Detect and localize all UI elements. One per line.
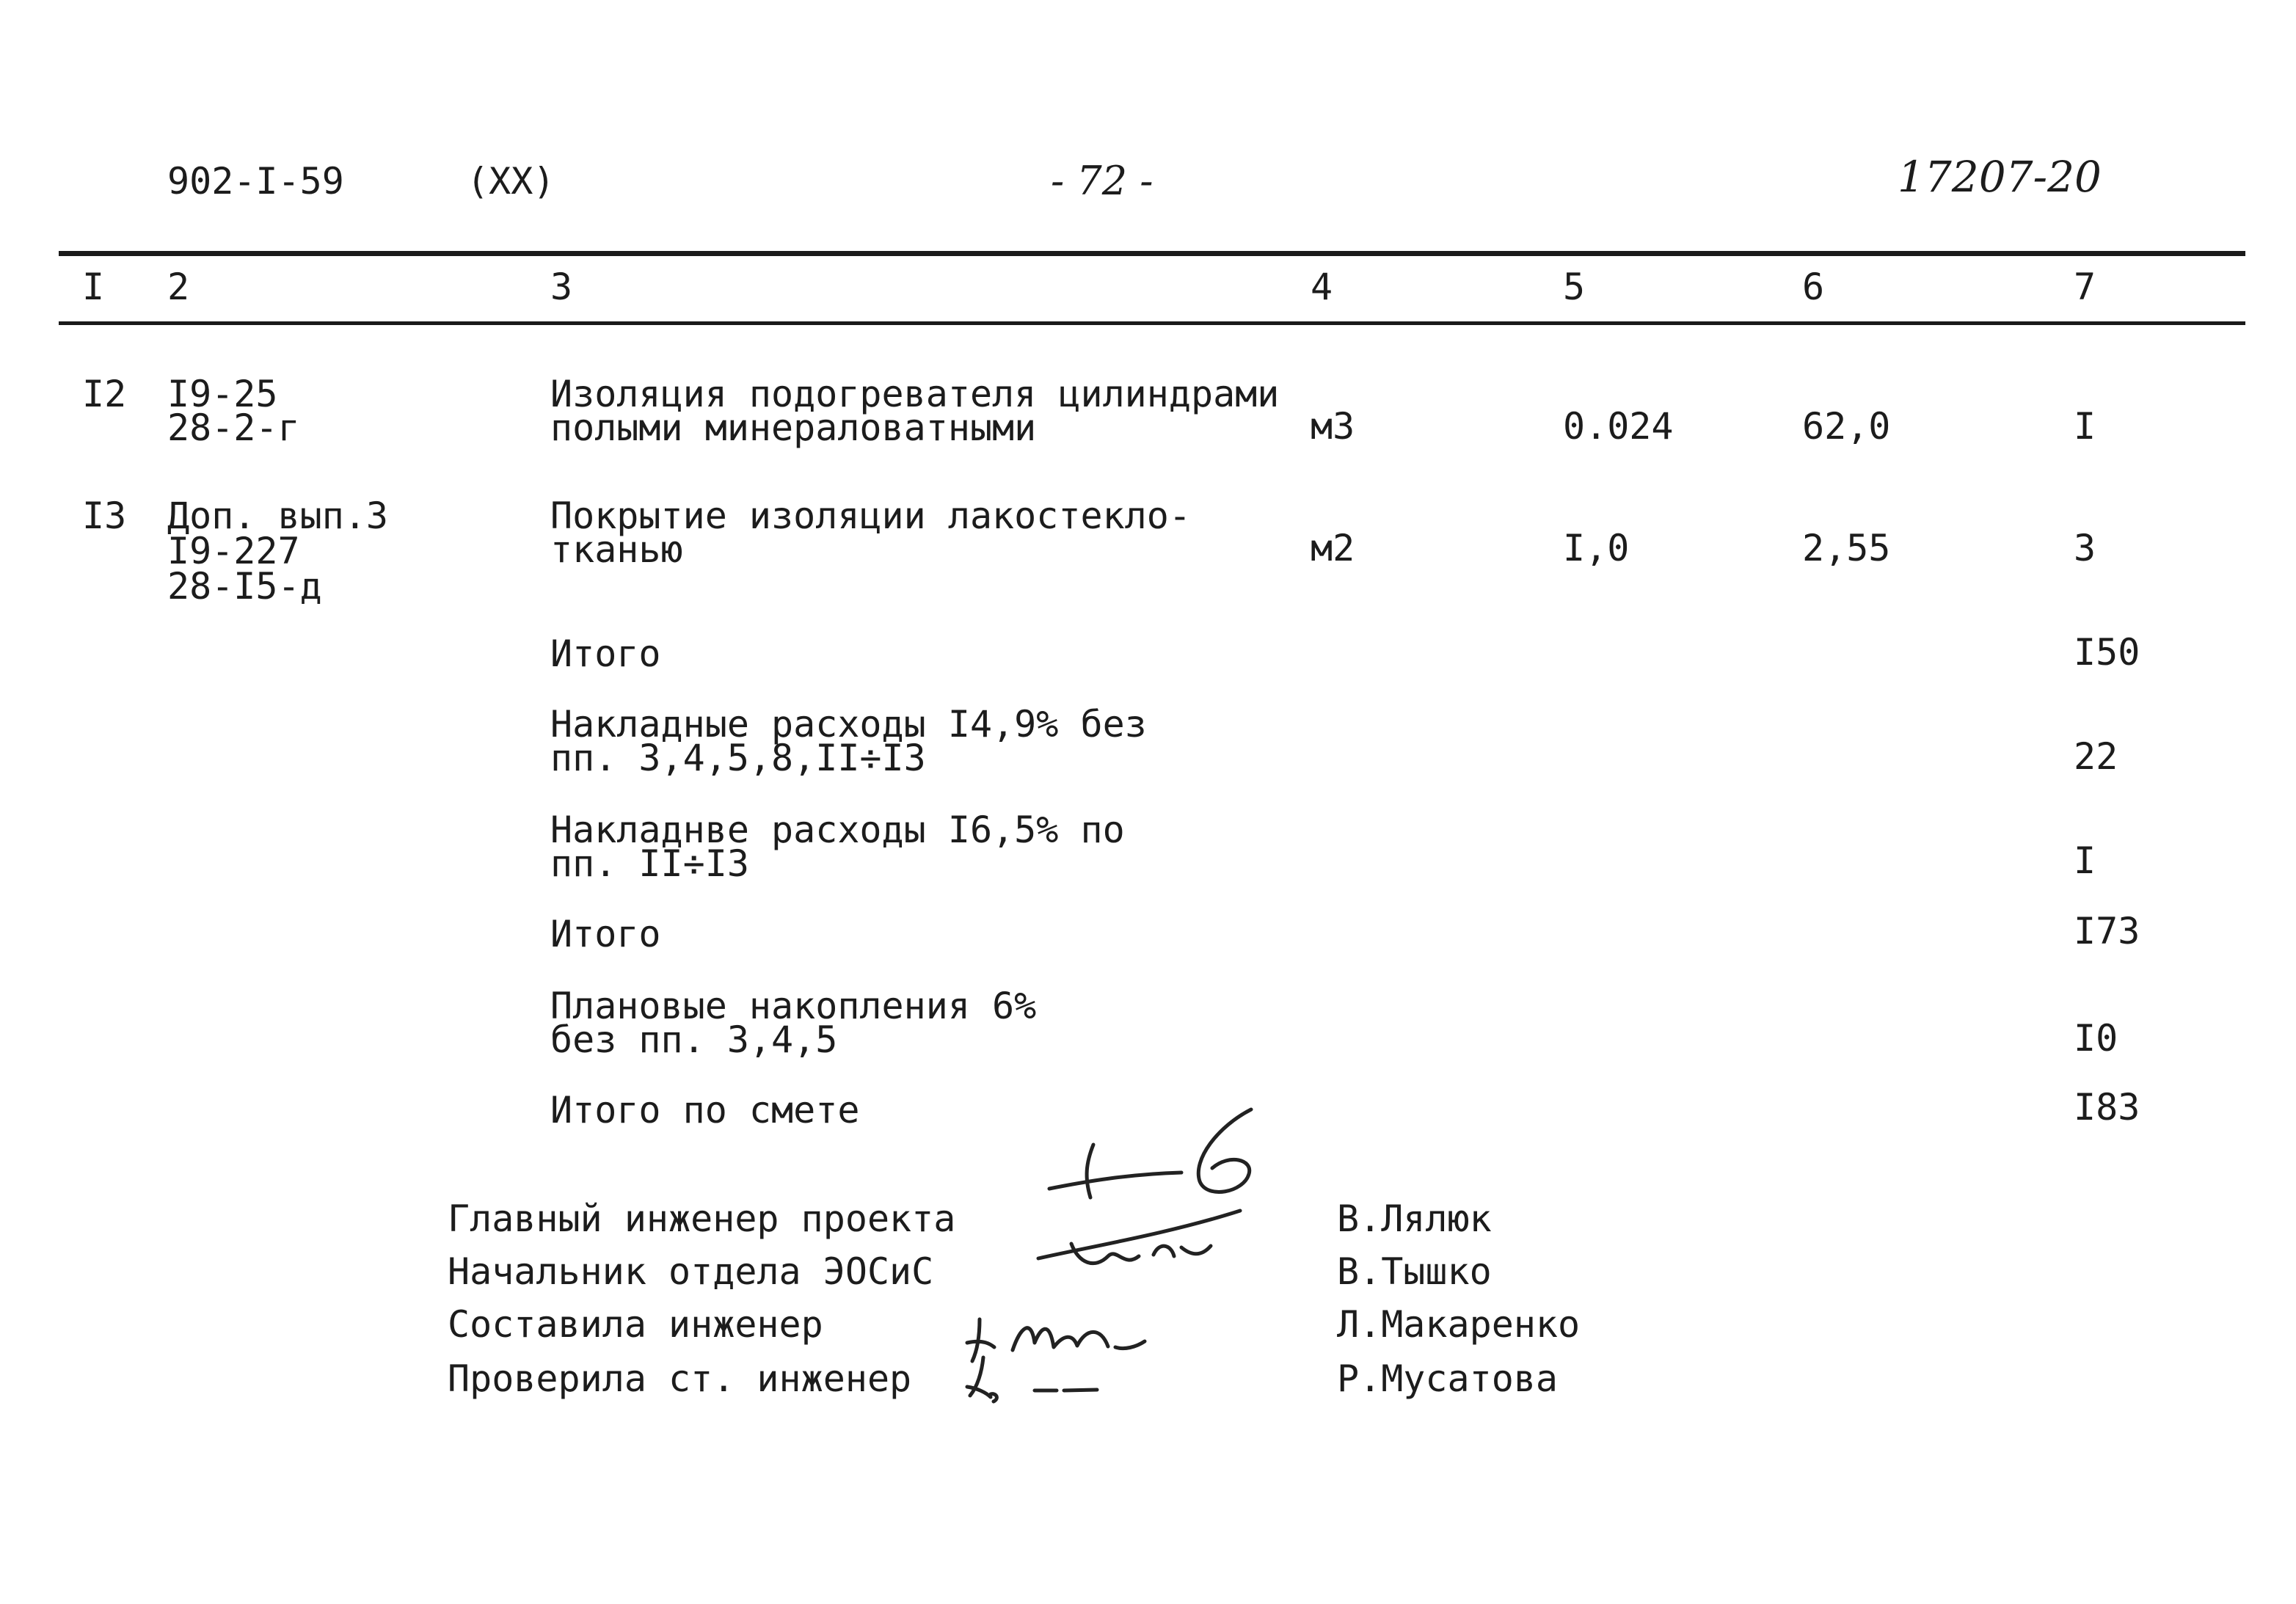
table-top-rule	[59, 251, 2245, 256]
column-header-4: 4	[1311, 266, 1333, 308]
summary-value: 22	[2074, 735, 2118, 778]
row-quantity: I,0	[1563, 527, 1630, 569]
summary-value: I	[2074, 839, 2096, 882]
column-header-7: 7	[2074, 266, 2096, 308]
summary-label: Накладнве расходы I6,5% по	[550, 809, 1125, 851]
row-total: I	[2074, 405, 2096, 448]
row-name-line: Покрытие изоляции лакостекло-	[550, 495, 1191, 537]
column-header-1: I	[82, 266, 105, 308]
row-code-line: 28-2-г	[167, 407, 300, 449]
row-name-line: полыми минераловатными	[550, 407, 1037, 449]
signature-role: Составила инженер	[448, 1303, 823, 1346]
signature-name: Р.Мусатова	[1337, 1357, 1559, 1400]
row-name-line: тканью	[550, 528, 683, 571]
signature-name: В.Лялюк	[1337, 1197, 1492, 1240]
column-header-6: 6	[1802, 266, 1825, 308]
summary-label: Итого	[550, 633, 661, 675]
row-code-line: I9-25	[167, 373, 278, 415]
summary-label: пп. II÷I3	[550, 842, 749, 885]
signature-name: В.Тышко	[1337, 1250, 1492, 1293]
signature-role: Проверила ст. инженер	[448, 1357, 912, 1400]
summary-label: без пп. 3,4,5	[550, 1018, 838, 1061]
document-part: (XX)	[467, 160, 555, 203]
summary-label: Плановые накопления 6%	[550, 985, 1037, 1027]
summary-value: I73	[2074, 910, 2140, 952]
row-quantity: 0.024	[1563, 405, 1674, 448]
column-header-5: 5	[1563, 266, 1586, 308]
signature-role: Начальник отдела ЭОСиС	[448, 1250, 934, 1293]
row-unit: м2	[1311, 527, 1355, 569]
sheet-code: 17207-20	[1898, 152, 2102, 202]
document-code: 902-I-59	[167, 160, 344, 203]
handwritten-signature	[1042, 1101, 1277, 1211]
row-code-line: 28-I5-д	[167, 565, 322, 608]
row-code-line: I9-227	[167, 530, 300, 572]
summary-value: I83	[2074, 1086, 2140, 1129]
row-price: 62,0	[1802, 405, 1891, 448]
summary-label: Итого	[550, 913, 661, 955]
summary-value: I50	[2074, 631, 2140, 674]
row-number: I2	[82, 373, 127, 415]
column-header-2: 2	[167, 266, 190, 308]
row-name-line: Изоляция подогревателя цилиндрами	[550, 373, 1280, 415]
row-price: 2,55	[1802, 527, 1891, 569]
table-header-rule	[59, 321, 2245, 325]
signature-name: Л.Макаренко	[1337, 1303, 1581, 1346]
row-code-line: Доп. вып.3	[167, 495, 389, 537]
summary-label: пп. 3,4,5,8,II÷I3	[550, 737, 926, 779]
row-total: 3	[2074, 527, 2096, 569]
handwritten-signature	[961, 1350, 1108, 1409]
summary-value: I0	[2074, 1017, 2118, 1060]
summary-label: Накладные расходы I4,9% без	[550, 703, 1147, 746]
column-header-3: 3	[550, 266, 573, 308]
row-unit: м3	[1311, 405, 1355, 448]
row-number: I3	[82, 495, 127, 537]
handwritten-signature	[1035, 1203, 1247, 1277]
summary-label: Итого по смете	[550, 1089, 860, 1131]
signature-role: Главный инженер проекта	[448, 1197, 956, 1240]
page-number: - 72 -	[1051, 158, 1154, 204]
